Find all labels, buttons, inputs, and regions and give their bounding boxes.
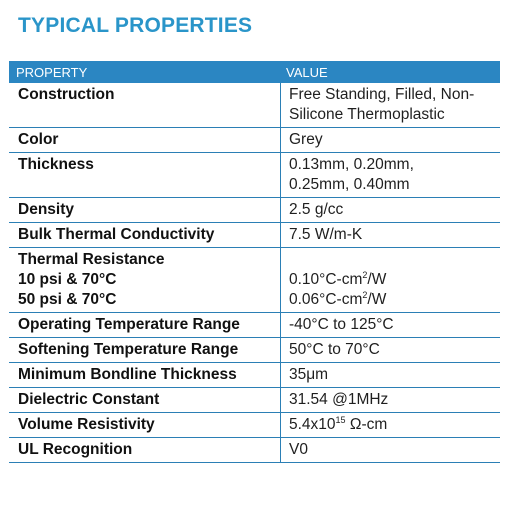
property-label: Bulk Thermal Conductivity [18,226,215,243]
table-row [9,127,500,152]
table-row [9,222,500,247]
value-line: 31.54 @1MHz [289,391,389,408]
property-label [9,248,280,312]
property-value [280,153,500,197]
sub-property-label: 10 psi & 70°C [18,271,117,288]
property-value [280,198,500,222]
table-row [9,362,500,387]
property-label: UL Recognition [18,441,133,458]
property-value [280,438,500,462]
value-superscript: 15 [335,414,346,425]
sub-property-label: 50 psi & 70°C [18,291,117,308]
value-line: Silicone Thermoplastic [289,106,445,123]
property-label: Thickness [18,156,94,173]
table-header [9,61,500,83]
table-row [9,83,500,127]
value-rest: /W [367,271,387,288]
property-value [280,338,500,362]
value-line-spacer [289,250,496,270]
value-rest: Ω-cm [345,416,388,433]
value-superscript: 2 [362,269,368,280]
table-row [9,387,500,412]
property-label: Volume Resistivity [18,416,155,433]
property-label: Dielectric Constant [18,391,160,408]
value-line: 50°C to 70°C [289,341,380,358]
value-base: 0.06°C-cm [289,291,363,308]
value-line: -40°C to 125°C [289,316,394,333]
property-label: Color [18,131,59,148]
value-line: 2.5 g/cc [289,201,344,218]
property-value [280,413,500,437]
property-label: Density [18,201,74,218]
value-line: 0.13mm, 0.20mm, [289,156,414,173]
property-value [280,223,500,247]
value-line [289,290,496,310]
value-base: 0.10°C-cm [289,271,363,288]
property-label: Minimum Bondline Thickness [18,366,237,383]
table-row [9,197,500,222]
value-line: 35μm [289,366,329,383]
properties-table [9,61,500,463]
value-line: Free Standing, Filled, Non- [289,86,475,103]
table-row [9,152,500,197]
property-value [280,128,500,152]
property-label: Softening Temperature Range [18,341,239,358]
value-line: 0.25mm, 0.40mm [289,176,410,193]
property-label: Operating Temperature Range [18,316,240,333]
value-line: V0 [289,441,308,458]
property-value [280,248,500,312]
property-label-main: Thermal Resistance [18,251,165,268]
value-line [289,270,496,290]
value-rest: /W [367,291,387,308]
page-title: TYPICAL PROPERTIES [18,14,253,37]
table-row [9,312,500,337]
property-value [280,388,500,412]
value-superscript: 2 [362,289,368,300]
table-row [9,337,500,362]
header-value: VALUE [286,64,328,80]
header-property: PROPERTY [16,64,88,80]
value-line: 7.5 W/m-K [289,226,363,243]
value-line [289,415,496,435]
property-value [280,313,500,337]
value-line: Grey [289,131,323,148]
value-base: 5.4x10 [289,416,336,433]
table-row [9,247,500,312]
table-row [9,437,500,462]
property-value [280,83,500,127]
table-row [9,412,500,437]
property-value [280,363,500,387]
property-label: Construction [18,86,115,103]
